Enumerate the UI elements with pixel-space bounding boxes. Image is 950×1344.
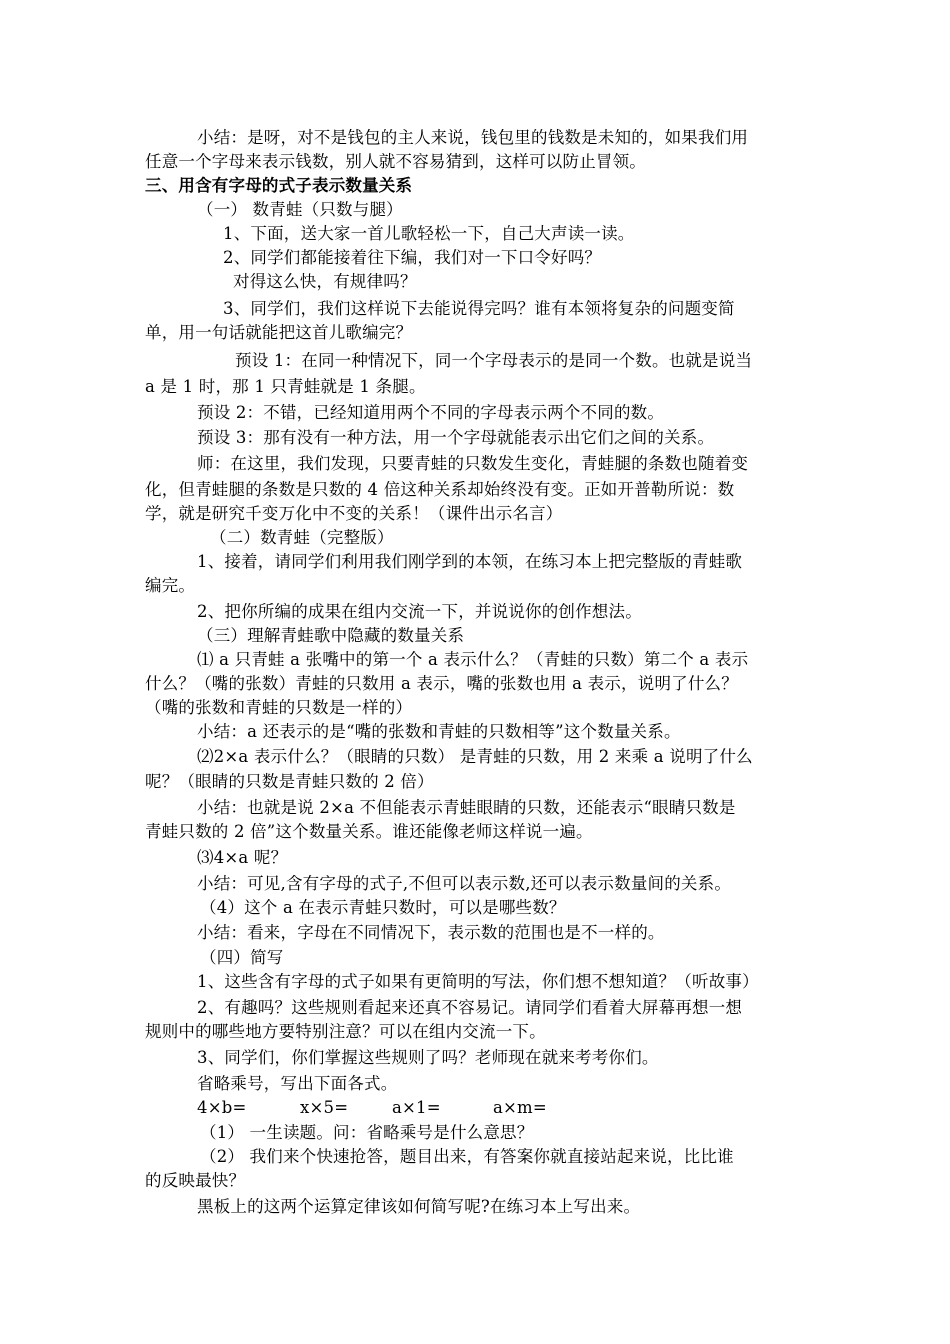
paragraph-line: 青蛙只数的 2 倍”这个数量关系。谁还能像老师这样说一遍。 — [145, 822, 593, 841]
paragraph-line: （4）这个 a 在表示青蛙只数时，可以是哪些数？ — [200, 898, 566, 917]
paragraph-line: 呢？（眼睛的只数是青蛙只数的 2 倍） — [145, 772, 434, 791]
paragraph-line: 1、下面，送大家一首儿歌轻松一下，自己大声读一读。 — [223, 224, 635, 243]
paragraph-line: ⑴ a 只青蛙 a 张嘴中的第一个 a 表示什么？（青蛙的只数）第二个 a 表示 — [197, 650, 749, 669]
paragraph-line: （嘴的张数和青蛙的只数是一样的） — [145, 698, 413, 717]
formula-row — [197, 1097, 547, 1119]
paragraph-line: 小结：也就是说 2×a 不但能表示青蛙眼睛的只数，还能表示“眼睛只数是 — [197, 798, 736, 817]
paragraph-line: 预设 1：在同一种情况下，同一个字母表示的是同一个数。也就是说当 — [235, 351, 753, 370]
paragraph-line: 黑板上的这两个运算定律该如何简写呢?在练习本上写出来。 — [197, 1197, 641, 1216]
paragraph-line: 小结：a 还表示的是“嘴的张数和青蛙的只数相等”这个数量关系。 — [197, 722, 681, 741]
paragraph-line: 化，但青蛙腿的条数是只数的 4 倍这种关系却始终没有变。正如开普勒所说：数 — [145, 480, 735, 499]
paragraph-line: 小结：是呀，对不是钱包的主人来说，钱包里的钱数是未知的，如果我们用 — [197, 128, 749, 147]
paragraph-line: 1、这些含有字母的式子如果有更简明的写法，你们想不想知道？（听故事） — [197, 972, 759, 991]
formula: a×1= — [392, 1098, 441, 1117]
paragraph-line: 对得这么快，有规律吗？ — [233, 272, 417, 291]
paragraph-line: 1、接着，请同学们利用我们刚学到的本领，在练习本上把完整版的青蛙歌 — [197, 552, 743, 571]
paragraph-line: （2） 我们来个快速抢答，题目出来，有答案你就直接站起来说，比比谁 — [200, 1147, 734, 1166]
paragraph-line: 3、同学们，你们掌握这些规则了吗？老师现在就来考考你们。 — [197, 1048, 659, 1067]
paragraph-line: 编完。 — [145, 576, 196, 595]
subsection-heading: （四）简写 — [200, 948, 284, 967]
subsection-heading: （一） 数青蛙（只数与腿） — [197, 200, 403, 219]
paragraph-line: 2、把你所编的成果在组内交流一下，并说说你的创作想法。 — [197, 602, 642, 621]
paragraph-line: ⑶4×a 呢？ — [197, 848, 288, 867]
paragraph-line: 师：在这里，我们发现，只要青蛙的只数发生变化，青蛙腿的条数也随着变 — [197, 454, 749, 473]
paragraph-line: 小结：可见,含有字母的式子,不但可以表示数,还可以表示数量间的关系。 — [197, 874, 732, 893]
paragraph-line: 的反映最快？ — [145, 1171, 246, 1190]
paragraph-line: 2、有趣吗？这些规则看起来还真不容易记。请同学们看着大屏幕再想一想 — [197, 998, 743, 1017]
paragraph-line: 单，用一句话就能把这首儿歌编完？ — [145, 323, 413, 342]
subsection-heading: （二）数青蛙（完整版） — [210, 528, 394, 547]
paragraph-line: 什么？（嘴的张数）青蛙的只数用 a 表示，嘴的张数也用 a 表示，说明了什么？ — [145, 674, 738, 693]
section-heading: 三、用含有字母的式子表示数量关系 — [145, 176, 413, 195]
formula: a×m= — [493, 1098, 547, 1117]
paragraph-line: 预设 3：那有没有一种方法，用一个字母就能表示出它们之间的关系。 — [197, 428, 715, 447]
paragraph-line: a 是 1 时，那 1 只青蛙就是 1 条腿。 — [145, 377, 426, 396]
paragraph-line: 规则中的哪些地方要特别注意？可以在组内交流一下。 — [145, 1022, 546, 1041]
paragraph-line: 学，就是研究千变万化中不变的关系！（课件出示名言） — [145, 504, 563, 523]
paragraph-line: 小结：看来，字母在不同情况下，表示数的范围也是不一样的。 — [197, 923, 665, 942]
subsection-heading: （三）理解青蛙歌中隐藏的数量关系 — [197, 626, 465, 645]
paragraph-line: ⑵2×a 表示什么？（眼睛的只数） 是青蛙的只数，用 2 来乘 a 说明了什么 — [197, 747, 753, 766]
paragraph-line: 省略乘号，写出下面各式。 — [197, 1074, 398, 1093]
paragraph-line: 3、同学们，我们这样说下去能说得完吗？谁有本领将复杂的问题变简 — [223, 299, 735, 318]
paragraph-line: 预设 2：不错，已经知道用两个不同的字母表示两个不同的数。 — [197, 403, 665, 422]
paragraph-line: 任意一个字母来表示钱数，别人就不容易猜到，这样可以防止冒领。 — [145, 152, 646, 171]
paragraph-line: （1） 一生读题。问：省略乘号是什么意思？ — [200, 1123, 534, 1142]
formula: 4×b= — [197, 1098, 247, 1117]
formula: x×5= — [300, 1098, 349, 1117]
paragraph-line: 2、同学们都能接着往下编，我们对一下口令好吗？ — [223, 248, 602, 267]
